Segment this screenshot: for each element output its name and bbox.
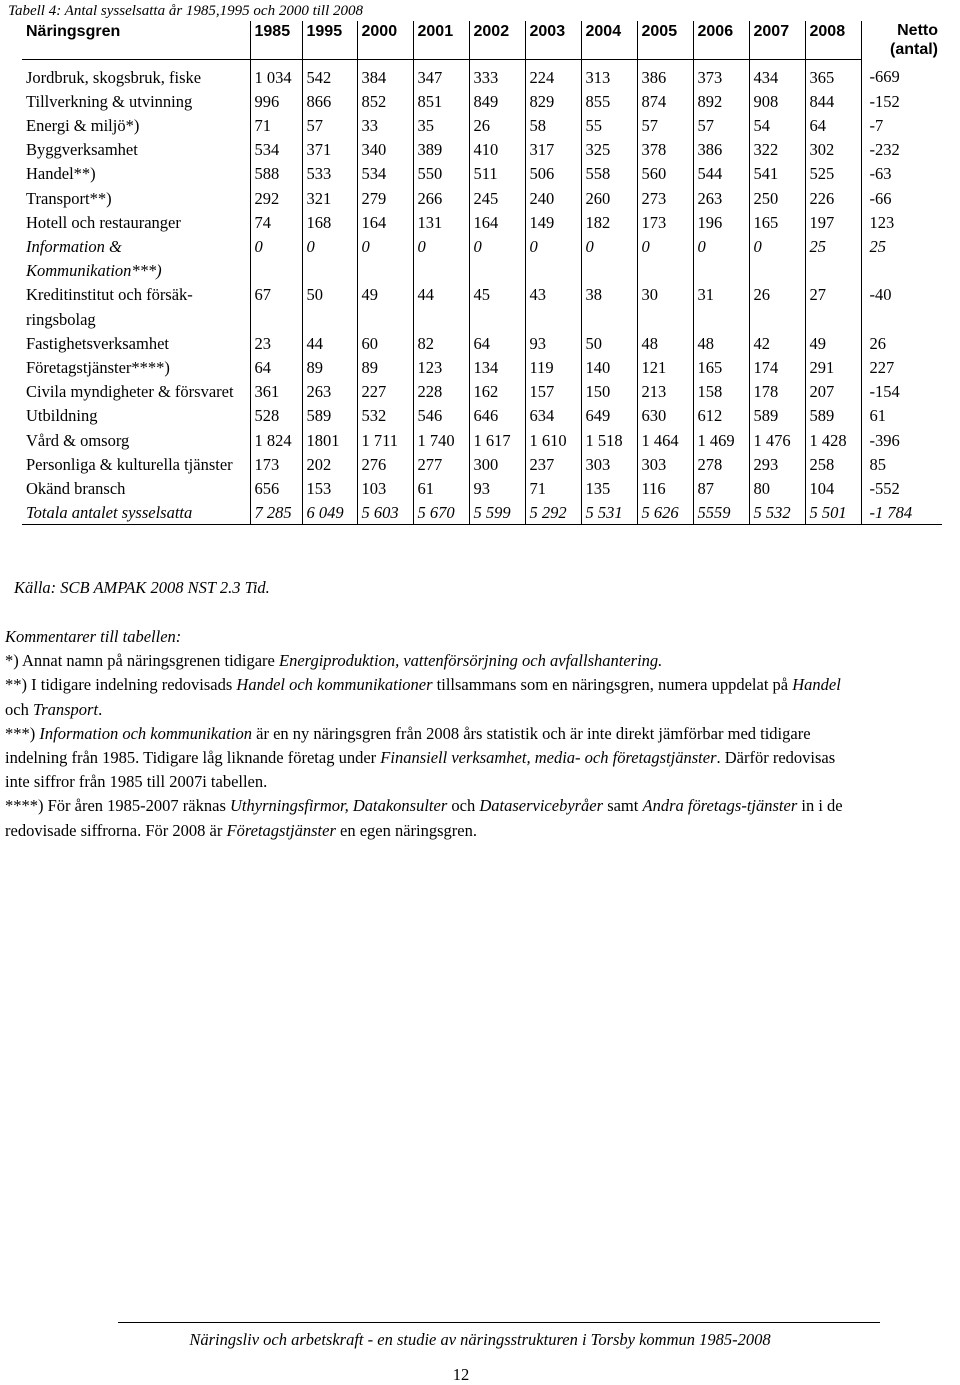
row-netto: -66 <box>869 188 892 208</box>
row-value: 64 <box>805 114 861 138</box>
row-value: 162 <box>469 380 525 404</box>
row-value: 386 <box>637 59 693 90</box>
row-label: Fastighetsverksamhet <box>22 332 250 356</box>
row-value: 116 <box>637 477 693 501</box>
row-value: 5 670 <box>413 501 469 525</box>
row-value: 866 <box>302 90 357 114</box>
row-value: 60 <box>357 332 413 356</box>
row-value: 347 <box>413 59 469 90</box>
row-value: 302 <box>805 138 861 162</box>
row-value: 0 <box>302 235 357 283</box>
row-value: 164 <box>357 211 413 235</box>
row-value: 378 <box>637 138 693 162</box>
row-value: 0 <box>469 235 525 283</box>
row-value: 213 <box>637 380 693 404</box>
row-value: 89 <box>357 356 413 380</box>
row-value: 874 <box>637 90 693 114</box>
row-value: 93 <box>525 332 581 356</box>
row-value: 303 <box>581 453 637 477</box>
row-value: 371 <box>302 138 357 162</box>
row-value: 131 <box>413 211 469 235</box>
row-value: 30 <box>637 283 693 331</box>
header-naringsgren: Näringsgren <box>22 21 250 59</box>
row-value: 0 <box>413 235 469 283</box>
row-label: Information & Kommunikation***) <box>22 235 250 283</box>
table-header-row <box>22 21 942 59</box>
row-value: 168 <box>302 211 357 235</box>
row-value: 135 <box>581 477 637 501</box>
row-value: 74 <box>250 211 302 235</box>
header-year: 2007 <box>749 21 805 59</box>
table-notes <box>5 625 845 843</box>
table-row <box>22 429 942 453</box>
table-row <box>22 90 942 114</box>
row-value: 333 <box>469 59 525 90</box>
row-value: 646 <box>469 404 525 428</box>
row-value: 0 <box>581 235 637 283</box>
row-netto: 227 <box>869 357 895 377</box>
row-value: 908 <box>749 90 805 114</box>
row-value: 26 <box>469 114 525 138</box>
row-value: 589 <box>749 404 805 428</box>
row-value: 0 <box>250 235 302 283</box>
row-value: 322 <box>749 138 805 162</box>
row-label: Kreditinstitut och försäk-ringsbolag <box>22 283 250 331</box>
row-value: 279 <box>357 187 413 211</box>
row-value: 48 <box>637 332 693 356</box>
row-value: 38 <box>581 283 637 331</box>
row-label: Personliga & kulturella tjänster <box>22 453 250 477</box>
table-caption: Tabell 4: Antal sysselsatta år 1985,1995 och 2000 till 2008 <box>8 3 364 19</box>
row-value: 317 <box>525 138 581 162</box>
row-value: 560 <box>637 162 693 186</box>
row-value: 23 <box>250 332 302 356</box>
row-value: 533 <box>302 162 357 186</box>
row-value: 202 <box>302 453 357 477</box>
row-value: 45 <box>469 283 525 331</box>
row-value: 1 824 <box>250 429 302 453</box>
row-value: 178 <box>749 380 805 404</box>
table-row <box>22 187 942 211</box>
row-value: 0 <box>749 235 805 283</box>
row-value: 5 626 <box>637 501 693 525</box>
row-value: 64 <box>469 332 525 356</box>
row-value: 612 <box>693 404 749 428</box>
row-value: 361 <box>250 380 302 404</box>
row-value: 1 617 <box>469 429 525 453</box>
row-value: 852 <box>357 90 413 114</box>
row-value: 855 <box>581 90 637 114</box>
row-label: Transport**) <box>22 187 250 211</box>
header-year: 2004 <box>581 21 637 59</box>
row-value: 321 <box>302 187 357 211</box>
notes-heading: Kommentarer till tabellen: <box>5 627 182 646</box>
row-value: 534 <box>250 138 302 162</box>
row-label: Okänd bransch <box>22 477 250 501</box>
row-netto: -1 784 <box>861 501 942 525</box>
note-1: *) Annat namn på näringsgrenen tidigare Energiproduktion, vattenförsörjning och avfallshantering. <box>5 651 663 671</box>
row-value: 31 <box>693 283 749 331</box>
page-number: 12 <box>452 1365 470 1384</box>
row-value: 276 <box>357 453 413 477</box>
header-year: 1985 <box>250 21 302 59</box>
table-row <box>22 356 942 380</box>
row-value: 277 <box>413 453 469 477</box>
row-value: 260 <box>581 187 637 211</box>
header-netto-label: Netto <box>897 22 938 39</box>
row-value: 649 <box>581 404 637 428</box>
row-value: 291 <box>805 356 861 380</box>
table-row <box>22 138 942 162</box>
table-row <box>22 332 942 356</box>
row-value: 542 <box>302 59 357 90</box>
table-row <box>22 162 942 186</box>
table-row <box>22 283 942 331</box>
row-value: 263 <box>693 187 749 211</box>
row-value: 525 <box>805 162 861 186</box>
row-value: 67 <box>250 283 302 331</box>
row-value: 57 <box>302 114 357 138</box>
note-2: **) I tidigare indelning redovisads Handel och kommunikationer tillsammans som en näringsgren, numera uppdelat på Handel och Transport. <box>5 675 841 719</box>
row-value: 44 <box>302 332 357 356</box>
row-value: 5 292 <box>525 501 581 525</box>
row-label: Byggverksamhet <box>22 138 250 162</box>
row-netto: 61 <box>869 406 886 426</box>
row-value: 49 <box>357 283 413 331</box>
row-value: 71 <box>525 477 581 501</box>
row-value: 313 <box>581 59 637 90</box>
row-label: Handel**) <box>22 162 250 186</box>
header-year: 2001 <box>413 21 469 59</box>
row-value: 89 <box>302 356 357 380</box>
employment-table <box>22 21 942 525</box>
row-value: 293 <box>749 453 805 477</box>
header-year: 2005 <box>637 21 693 59</box>
row-value: 0 <box>525 235 581 283</box>
row-value: 153 <box>302 477 357 501</box>
row-value: 121 <box>637 356 693 380</box>
row-value: 26 <box>749 283 805 331</box>
row-value: 228 <box>413 380 469 404</box>
row-netto: -669 <box>869 67 900 86</box>
row-value: 245 <box>469 187 525 211</box>
row-netto: -7 <box>869 115 884 135</box>
row-value: 104 <box>805 477 861 501</box>
row-netto: -154 <box>869 382 900 402</box>
row-value: 386 <box>693 138 749 162</box>
table-row <box>22 453 942 477</box>
row-value: 103 <box>357 477 413 501</box>
row-value: 292 <box>250 187 302 211</box>
row-value: 589 <box>302 404 357 428</box>
table-row <box>22 59 942 90</box>
row-value: 5 531 <box>581 501 637 525</box>
row-netto: -552 <box>869 478 900 498</box>
row-value: 829 <box>525 90 581 114</box>
row-value: 5 532 <box>749 501 805 525</box>
row-value: 263 <box>302 380 357 404</box>
row-value: 240 <box>525 187 581 211</box>
row-value: 532 <box>357 404 413 428</box>
row-value: 207 <box>805 380 861 404</box>
row-netto: 85 <box>869 454 886 474</box>
row-value: 48 <box>693 332 749 356</box>
header-netto-unit: (antal) <box>890 41 938 58</box>
row-value: 534 <box>357 162 413 186</box>
row-value: 61 <box>413 477 469 501</box>
row-value: 27 <box>805 283 861 331</box>
row-value: 303 <box>637 453 693 477</box>
row-netto: -232 <box>869 140 900 160</box>
row-value: 224 <box>525 59 581 90</box>
page-footer: Näringsliv och arbetskraft - en studie av näringsstrukturen i Torsby kommun 1985-2008 <box>189 1330 771 1349</box>
row-value: 511 <box>469 162 525 186</box>
row-value: 55 <box>581 114 637 138</box>
row-value: 33 <box>357 114 413 138</box>
row-value: 0 <box>357 235 413 283</box>
row-value: 119 <box>525 356 581 380</box>
row-netto: -152 <box>869 91 900 111</box>
row-value: 266 <box>413 187 469 211</box>
row-label: Energi & miljö*) <box>22 114 250 138</box>
row-value: 434 <box>749 59 805 90</box>
row-value: 544 <box>693 162 749 186</box>
row-value: 58 <box>525 114 581 138</box>
row-value: 71 <box>250 114 302 138</box>
row-netto: 123 <box>869 212 895 232</box>
row-value: 0 <box>637 235 693 283</box>
row-label: Utbildning <box>22 404 250 428</box>
row-value: 197 <box>805 211 861 235</box>
row-value: 656 <box>250 477 302 501</box>
row-value: 80 <box>749 477 805 501</box>
row-value: 5559 <box>693 501 749 525</box>
row-value: 384 <box>357 59 413 90</box>
row-value: 158 <box>693 380 749 404</box>
row-value: 57 <box>637 114 693 138</box>
table-row <box>22 404 942 428</box>
row-value: 5 603 <box>357 501 413 525</box>
row-value: 506 <box>525 162 581 186</box>
row-label: Jordbruk, skogsbruk, fiske <box>22 59 250 90</box>
row-value: 340 <box>357 138 413 162</box>
row-value: 1 740 <box>413 429 469 453</box>
table-row <box>22 380 942 404</box>
table-row <box>22 114 942 138</box>
row-value: 173 <box>637 211 693 235</box>
row-value: 1 469 <box>693 429 749 453</box>
row-value: 173 <box>250 453 302 477</box>
row-value: 373 <box>693 59 749 90</box>
row-netto: -40 <box>869 285 892 305</box>
row-value: 300 <box>469 453 525 477</box>
row-value: 634 <box>525 404 581 428</box>
row-value: 25 <box>805 235 861 283</box>
row-value: 1 464 <box>637 429 693 453</box>
row-value: 528 <box>250 404 302 428</box>
table-source: Källa: SCB AMPAK 2008 NST 2.3 Tid. <box>14 578 270 597</box>
row-value: 558 <box>581 162 637 186</box>
row-value: 64 <box>250 356 302 380</box>
row-netto: 26 <box>869 333 886 353</box>
total-row <box>22 501 942 525</box>
row-value: 546 <box>413 404 469 428</box>
row-value: 54 <box>749 114 805 138</box>
row-value: 1801 <box>302 429 357 453</box>
header-year: 2003 <box>525 21 581 59</box>
row-value: 57 <box>693 114 749 138</box>
table-row <box>22 211 942 235</box>
row-value: 1 428 <box>805 429 861 453</box>
row-value: 1 518 <box>581 429 637 453</box>
row-value: 50 <box>302 283 357 331</box>
table-row <box>22 477 942 501</box>
row-value: 5 599 <box>469 501 525 525</box>
note-4: ****) För åren 1985-2007 räknas Uthyrningsfirmor, Datakonsulter och Dataservicebyråer samt Andra företags-tjänster in i de redovisade siffrorna. För 2008 är Företagstjänster en egen näringsgren. <box>5 796 843 840</box>
row-value: 7 285 <box>250 501 302 525</box>
header-netto <box>861 21 942 59</box>
row-value: 237 <box>525 453 581 477</box>
row-netto: -396 <box>869 430 900 450</box>
row-value: 389 <box>413 138 469 162</box>
row-value: 0 <box>693 235 749 283</box>
row-value: 182 <box>581 211 637 235</box>
row-value: 196 <box>693 211 749 235</box>
table-row <box>22 235 942 283</box>
row-label: Civila myndigheter & försvaret <box>22 380 250 404</box>
header-year: 2000 <box>357 21 413 59</box>
row-value: 250 <box>749 187 805 211</box>
row-value: 365 <box>805 59 861 90</box>
row-value: 588 <box>250 162 302 186</box>
row-value: 140 <box>581 356 637 380</box>
row-value: 541 <box>749 162 805 186</box>
row-value: 273 <box>637 187 693 211</box>
row-value: 844 <box>805 90 861 114</box>
row-value: 174 <box>749 356 805 380</box>
row-value: 165 <box>693 356 749 380</box>
row-value: 164 <box>469 211 525 235</box>
row-value: 226 <box>805 187 861 211</box>
header-year: 1995 <box>302 21 357 59</box>
row-value: 6 049 <box>302 501 357 525</box>
row-value: 1 610 <box>525 429 581 453</box>
row-value: 165 <box>749 211 805 235</box>
row-value: 258 <box>805 453 861 477</box>
header-year: 2008 <box>805 21 861 59</box>
row-value: 589 <box>805 404 861 428</box>
row-netto: -63 <box>869 164 892 184</box>
row-netto: 25 <box>869 236 886 256</box>
header-year: 2002 <box>469 21 525 59</box>
row-value: 325 <box>581 138 637 162</box>
footer-divider <box>118 1322 880 1323</box>
row-label: Hotell och restauranger <box>22 211 250 235</box>
row-value: 93 <box>469 477 525 501</box>
row-value: 35 <box>413 114 469 138</box>
row-value: 149 <box>525 211 581 235</box>
row-value: 410 <box>469 138 525 162</box>
row-value: 1 476 <box>749 429 805 453</box>
row-value: 82 <box>413 332 469 356</box>
row-value: 42 <box>749 332 805 356</box>
row-value: 1 034 <box>250 59 302 90</box>
row-value: 49 <box>805 332 861 356</box>
row-value: 851 <box>413 90 469 114</box>
row-value: 849 <box>469 90 525 114</box>
row-value: 44 <box>413 283 469 331</box>
row-value: 50 <box>581 332 637 356</box>
note-3: ***) Information och kommunikation är en ny näringsgren från 2008 års statistik och är inte direkt jämförbar med tidigare indelning från 1985. Tidigare låg liknande företag under Finansiell verksamhet, media- och företagstjänster. Därför redovisas inte siffror från 1985 till 2007i tabellen. <box>5 723 836 792</box>
row-value: 550 <box>413 162 469 186</box>
row-value: 630 <box>637 404 693 428</box>
row-value: 43 <box>525 283 581 331</box>
row-value: 123 <box>413 356 469 380</box>
row-value: 996 <box>250 90 302 114</box>
row-value: 87 <box>693 477 749 501</box>
row-value: 227 <box>357 380 413 404</box>
row-label: Tillverkning & utvinning <box>22 90 250 114</box>
row-label: Vård & omsorg <box>22 429 250 453</box>
row-label: Totala antalet sysselsatta <box>22 501 250 525</box>
row-value: 1 711 <box>357 429 413 453</box>
row-value: 150 <box>581 380 637 404</box>
table-body <box>22 59 942 525</box>
header-year: 2006 <box>693 21 749 59</box>
row-label: Företagstjänster****) <box>22 356 250 380</box>
row-value: 5 501 <box>805 501 861 525</box>
row-value: 892 <box>693 90 749 114</box>
row-value: 278 <box>693 453 749 477</box>
row-value: 134 <box>469 356 525 380</box>
row-value: 157 <box>525 380 581 404</box>
